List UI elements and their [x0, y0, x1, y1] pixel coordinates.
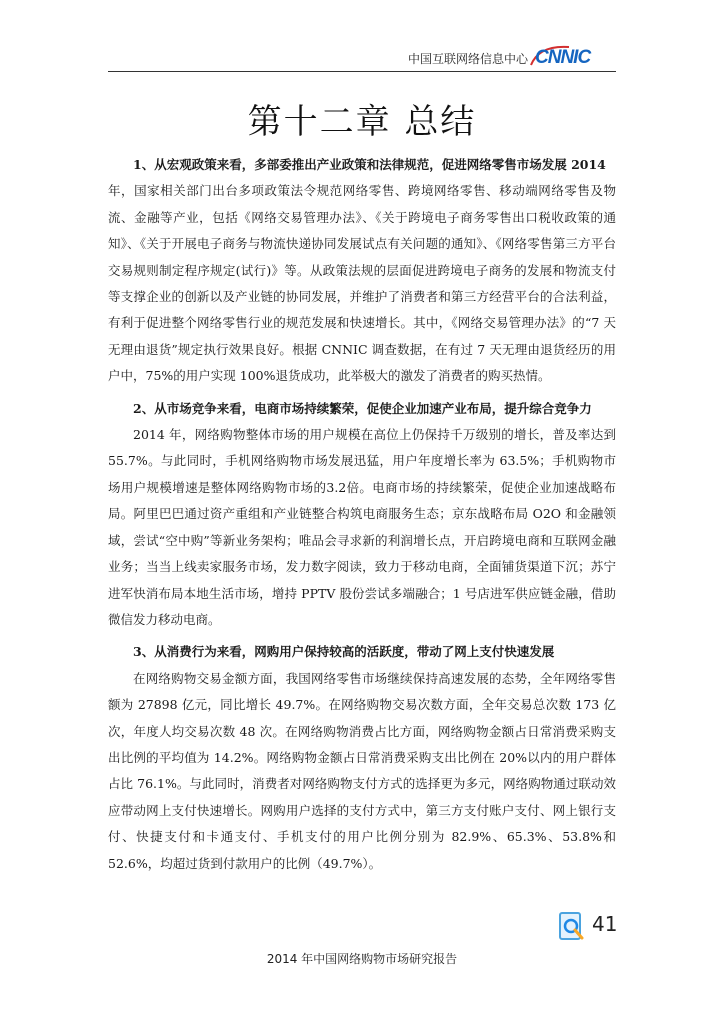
page-number: 41 — [592, 912, 618, 936]
section-3-heading: 3、从消费行为来看，网购用户保持较高的活跃度，带动了网上支付快速发展 — [133, 644, 555, 660]
section-2-heading: 2、从市场竞争来看，电商市场持续繁荣，促使企业加速产业布局，提升综合竞争力 — [133, 400, 592, 416]
section-1-heading — [108, 152, 616, 178]
section-3-body: 在网络购物交易金额方面，我国网络零售市场继续保持高速发展的态势，全年网络零售额为 27898 亿元，同比增长 49.7%。在网络购物交易次数方面，全年交易总次数 173 亿次，年度人均交易次数 48 次。在网络购物消费占比方面，网络购物金额占日常消费采购支出比例的平均值为 14.2%。网络购物金额占日常消费采购支出比例在 20%以内的用户群体占比 76.1%。与此同时，消费者对网络购物支付方式的选择更为多元，网络购物通过联动效应带动网上支付快速增长。网购用户选择的支付方式中，第三方支付账户支付、网上银行支付、快捷支付和卡通支付、手机支付的用户比例分别为 82.9%、65.3%、53.8%和 52.6%，均超过货到付款用户的比例（49.7%）。 — [108, 670, 616, 871]
cnnic-logo — [529, 43, 613, 67]
section-1-body: 年，国家相关部门出台多项政策法令规范网络零售、跨境网络零售、移动端网络零售及物流、金融等产业，包括《网络交易管理办法》、《关于跨境电子商务零售出口税收政策的通知》、《关于开展电子商务与物流快递协同发展试点有关问题的通知》、《网络零售第三方平台交易规则制定程序规定(试行)》等。从政策法规的层面促进跨境电子商务的发展和物流支付等支撑企业的创新以及产业链的协同发展，并维护了消费者和第三方经营平台的合法利益，有利于促进整个网络零售行业的规范发展和快速增长。其中，《网络交易管理办法》的“7 天无理由退货”规定执行效果良好。根据 CNNIC 调查数据，在有过 7 天无理由退货经历的用户中，75%的用户实现 100%退货成功，此举极大的激发了消费者的购买热情。 — [108, 183, 616, 384]
logo-wordmark: CNNIC — [535, 47, 591, 67]
section-2-body: 2014 年，网络购物整体市场的用户规模在高位上仍保持千万级别的增长，普及率达到 55.7%。与此同时，手机网络购物市场发展迅猛，用户年度增长率为 63.5%；手机购物市场用户规模增速是整体网络购物市场的3.2倍。电商市场的持续繁荣，促使企业加速战略布局。阿里巴巴通过资产重组和产业链整合构筑电商服务生态；京东战略布局 O2O 和金融领域，尝试“空中购”等新业务架构；唯品会寻求新的利润增长点，开启跨境电商和互联网金融业务；当当上线卖家服务市场，发力数字阅读，致力于移动电商，全面铺货渠道下沉；苏宁进军快消布局本地生活市场，增持 PPTV 股份尝试多端融合；1 号店进军供应链金融，借助微信发力移动电商。 — [108, 427, 616, 627]
page-content — [108, 152, 616, 877]
section-1-heading-text: 1、从宏观政策来看，多部委推出产业政策和法律规范，促进网络零售市场发展 — [133, 157, 567, 172]
magnifier-document-icon — [559, 912, 585, 942]
chapter-title: 第十二章 总结 — [247, 102, 477, 142]
footer-report-title: 2014 年中国网络购物市场研究报告 — [266, 952, 458, 966]
header-divider — [108, 71, 616, 72]
header-organization: 中国互联网络信息中心 — [407, 52, 528, 66]
section-1-heading-year: 2014 — [571, 157, 606, 172]
